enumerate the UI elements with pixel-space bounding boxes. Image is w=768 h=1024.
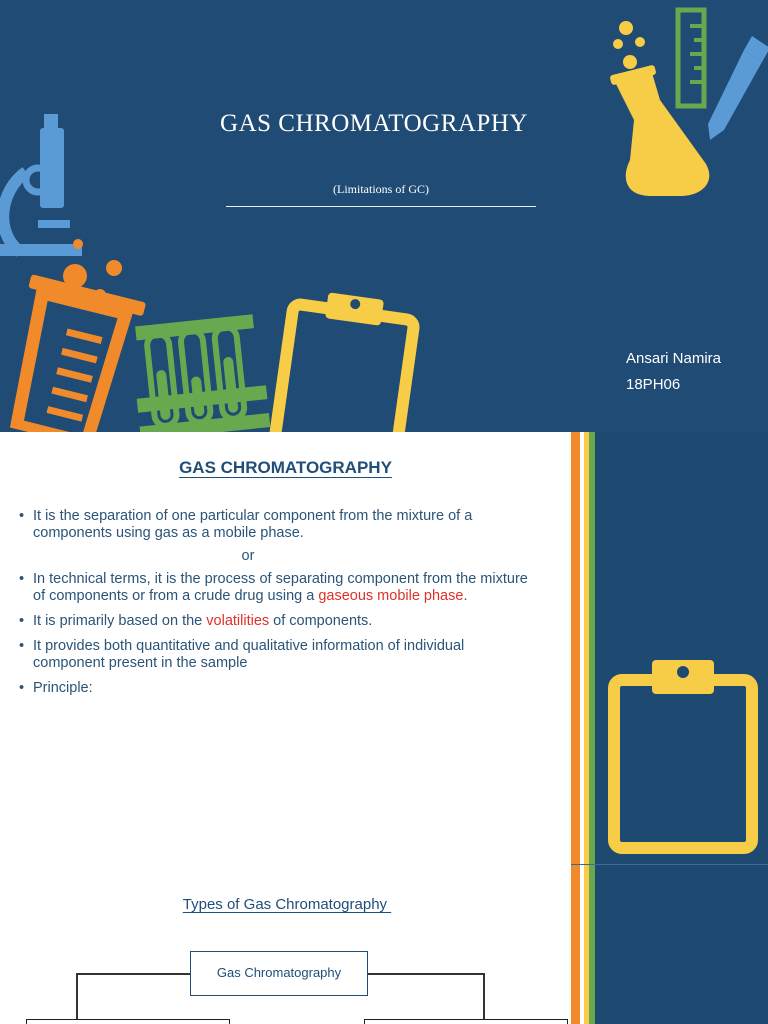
bullet-information: • It provides both quantitative and qualitative information of individual component present in the sample xyxy=(19,638,539,672)
orange-stripe xyxy=(571,432,580,1024)
presentation-title: GAS CHROMATOGRAPHY xyxy=(220,110,528,137)
bullet-volatility-end: of components. xyxy=(269,613,373,629)
clipboard-icon xyxy=(596,652,768,862)
types-heading: Types of Gas Chromatography xyxy=(182,896,392,913)
highlight-gaseous-mobile-phase: gaseous mobile phase xyxy=(318,588,464,604)
subtitle-divider xyxy=(226,206,536,207)
author-block xyxy=(626,346,721,398)
or-separator: or xyxy=(241,548,255,564)
presentation-subtitle: (Limitations of GC) xyxy=(333,182,429,196)
highlight-volatilities: volatilities xyxy=(206,613,270,629)
green-stripe xyxy=(589,432,595,1024)
clipboard-icon xyxy=(273,288,417,432)
title-slide xyxy=(0,0,768,432)
bullet-list xyxy=(19,508,539,705)
diagram-root-box: Gas Chromatography xyxy=(190,951,368,996)
slide-divider-line xyxy=(571,864,768,865)
ruler-icon xyxy=(678,10,704,106)
connector-left-vertical xyxy=(76,973,78,1020)
author-roll-number: 18PH06 xyxy=(626,376,681,393)
connector-right-vertical xyxy=(483,973,485,1020)
bullet-volatility xyxy=(19,613,539,630)
content-slide xyxy=(0,432,768,1024)
bullet-principle: • Principle: xyxy=(19,680,539,697)
connector-right-horizontal xyxy=(368,973,484,975)
bullet-technical-text: In technical terms, it is the process of separating component from the mixture of components or from a crude drug using a xyxy=(33,571,528,604)
bullet-technical-end: . xyxy=(463,588,468,604)
author-name: Ansari Namira xyxy=(626,350,722,367)
bullet-definition: • It is the separation of one particular component from the mixture of a components using gas as a mobile phase. xyxy=(19,508,539,542)
bullet-volatility-text: It is primarily based on the xyxy=(33,613,207,629)
diagram-child-box-left xyxy=(26,1019,230,1024)
beaker-icon xyxy=(0,274,146,432)
test-tubes-icon xyxy=(129,314,270,432)
diagram-child-box-right xyxy=(364,1019,568,1024)
bullet-technical xyxy=(19,571,539,605)
connector-left-horizontal xyxy=(76,973,190,975)
slide-heading: GAS CHROMATOGRAPHY xyxy=(179,458,392,477)
